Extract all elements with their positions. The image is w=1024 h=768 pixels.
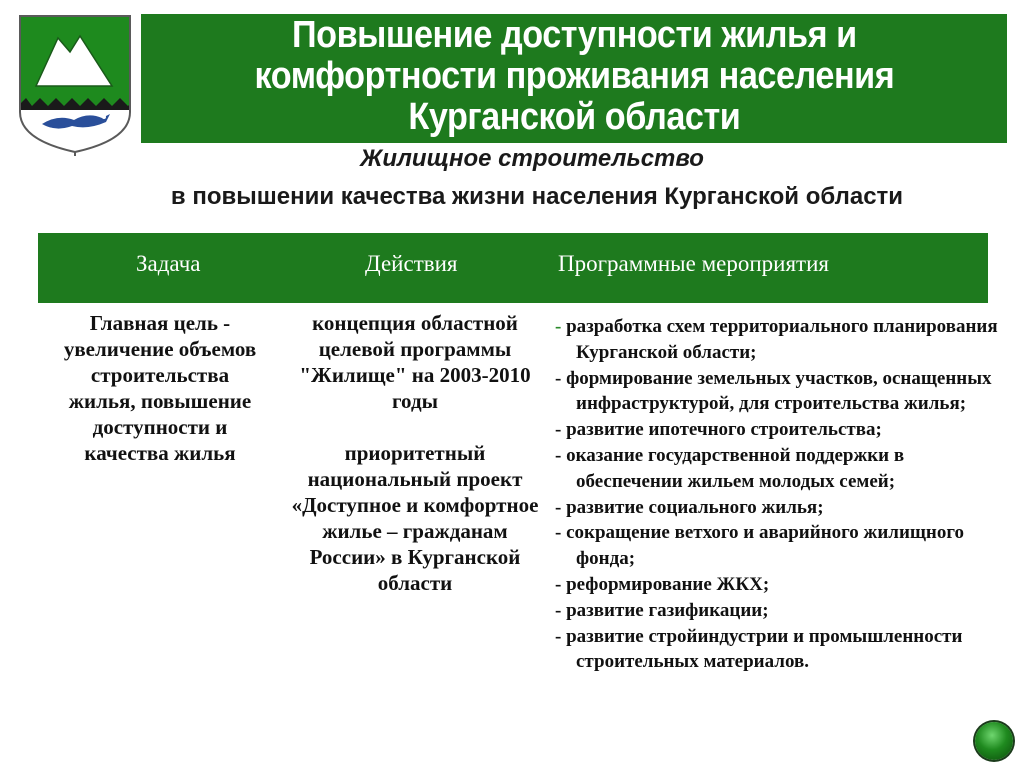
program-item [555, 572, 1005, 598]
coat-of-arms-icon [18, 14, 132, 156]
list-dash: - [555, 367, 562, 389]
task-cell: Главная цель - увеличение объемов строительства жилья, повышение доступности и качества жилья [63, 311, 257, 465]
list-dash: - [555, 573, 562, 595]
program-item [555, 598, 1005, 624]
program-list [555, 314, 1005, 675]
program-item-text: развитие газификации; [566, 599, 769, 621]
subtitle-line-1: Жилищное строительство [360, 145, 704, 172]
list-dash: - [555, 599, 562, 621]
program-item [555, 624, 1005, 676]
program-item [555, 417, 1005, 443]
header-program: Программные мероприятия [558, 251, 829, 276]
list-dash: - [555, 316, 562, 337]
next-slide-button[interactable] [975, 722, 1013, 760]
table-header [38, 233, 988, 303]
header-actions: Действия [365, 251, 458, 276]
program-item [555, 314, 1005, 366]
action-item: концепция областной целевой программы "Жилище" на 2003-2010 годы [299, 311, 531, 413]
program-item-text: развитие ипотечного строительства; [566, 419, 882, 441]
program-item-text: развитие социального жилья; [566, 496, 824, 518]
program-item [555, 495, 1005, 521]
list-dash: - [555, 522, 562, 544]
actions-cell [290, 310, 540, 622]
program-item-text: реформирование ЖКХ; [566, 573, 770, 595]
list-dash: - [555, 444, 562, 466]
subtitle-line-2: в повышении качества жизни населения Курганской области [170, 183, 904, 210]
title-banner [141, 14, 1007, 143]
program-item-text: разработка схем территориального планирования Курганской области; [566, 316, 998, 363]
program-item-text: сокращение ветхого и аварийного жилищного фонда; [566, 522, 965, 570]
list-dash: - [555, 496, 562, 518]
program-cell [555, 314, 1005, 675]
list-dash: - [555, 625, 562, 647]
program-item-text: оказание государственной поддержки в обеспечении жильем молодых семей; [566, 444, 905, 492]
program-item [555, 520, 1005, 572]
list-dash: - [555, 419, 562, 441]
page-title: Повышение доступности жилья и комфортности проживания населения Курганской области [254, 14, 894, 138]
program-item [555, 366, 1005, 418]
program-item-text: развитие стройиндустрии и промышленности строительных материалов. [566, 625, 963, 673]
header-task: Задача [136, 251, 201, 276]
program-item [555, 443, 1005, 495]
program-item-text: формирование земельных участков, оснащенных инфраструктурой, для строительства жилья; [566, 367, 992, 415]
action-item: приоритетный национальный проект «Доступное и комфортное жилье – гражданам России» в Курганской области [291, 441, 539, 595]
